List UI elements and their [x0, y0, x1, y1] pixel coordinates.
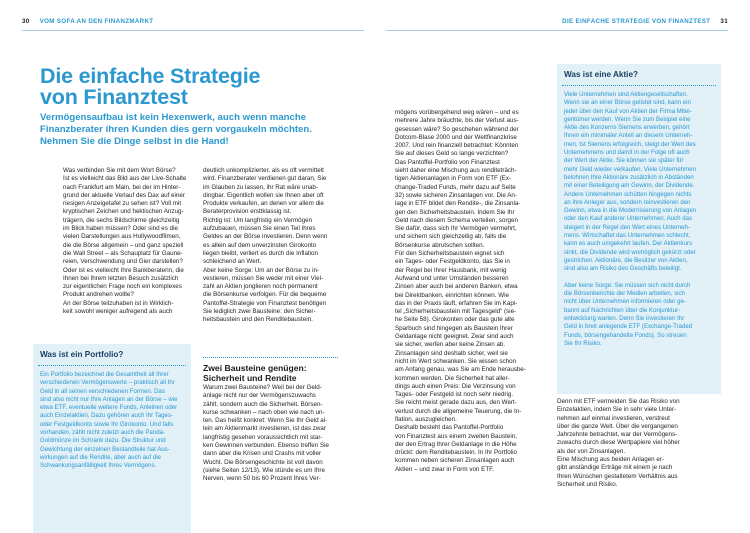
text-line: über die ganze Welt. Über die vergangenen [557, 422, 678, 430]
text-line: Ihnen bei Ihrem letzten Besuch zusätzlich [63, 274, 179, 282]
text-line: Produkt andrehen wollte? [63, 291, 134, 299]
text-line: Einzelaktien, indem Sie in sehr viele Unter- [557, 406, 677, 414]
text-line: zählt, sondern auch die Sicherheit. Börsen- [203, 400, 323, 408]
text-line: Eine Mischung aus beiden Anlagen er- [557, 456, 665, 464]
body-column-1 [63, 167, 186, 316]
text-line: Geld in breit anlegende ETF (Exchange-Traded [564, 323, 693, 331]
text-line: wird. Finanzberater verdienen gut daran, Sie [203, 175, 327, 183]
text-line: zahl an Aktien jonglieren noch permanent [203, 283, 318, 291]
text-line: Richtig ist: Um langfristig ein Vermögen [203, 216, 313, 224]
text-line: kann es auch umgekehrt laufen. Der Aktienkurs [564, 240, 693, 248]
text-line: an ihre Anleger aus, sondern reinvestieren den [564, 198, 691, 206]
text-line: der Wert der Aktie. Sie können sie später für [564, 157, 684, 165]
text-line: 2007. Und rein finanziell betrachtet: Könnten [395, 142, 519, 150]
running-title-right: DIE EINFACHE STRATEGIE VON FINANZTEST [562, 18, 711, 25]
text-line: Schwankungsanfälligkeit Ihres Vermögens. [40, 462, 157, 470]
text-line: Funds, börsengehandelte Fonds). So streuen [564, 331, 687, 339]
lead-paragraph [40, 112, 370, 149]
info-box-aktie [557, 64, 721, 394]
text-line: mit einer Beteiligung am Gewinn, der Dividende. [564, 182, 695, 190]
title-line: von Finanztest [40, 85, 188, 109]
text-line: Aufwand und unter Umständen besseren [395, 274, 509, 282]
text-line: es allein auf dem unverzinsten Girokonto [203, 241, 317, 249]
text-line: Jahrzehnte betrachtet, war der Vermögens- [557, 431, 678, 439]
text-line [564, 274, 696, 282]
text-line: Sie dafür, dass sich Ihr Vermögen vermehrt, [395, 225, 517, 233]
text-line: Geld nach diesem Schema verteilen, sorgen [395, 216, 518, 224]
text-line: vorhanden, zählt nicht zuletzt auch die Panda- [40, 429, 166, 437]
text-line: steigert in der Regel den Wert eines Unterneh- [564, 223, 690, 231]
text-line: Börsenkurse abrutschen sollten. [395, 241, 485, 249]
text-line: die Wall Street – als Schauplatz für Gaune- [63, 249, 183, 257]
text-line: langfristig gesehen voraussichtlich mit star- [203, 433, 323, 441]
text-line: die die Börse allgemein – und ganz speziell [63, 241, 184, 249]
text-line: nehmen auf einmal investieren, verstreut [557, 414, 670, 422]
text-line: Ihnen ein minimaler Anteil an diesem Unterneh- [564, 132, 693, 140]
text-line: mögens vorübergehend weg wären – und es [395, 109, 519, 116]
text-line: der Regel bei Ihrer Hausbank, mit wenig [395, 266, 507, 274]
text-line: Gewichtung der einzelnen Bestandteile hat Aus- [40, 445, 170, 453]
text-line: Das Pantoffel-Portfolio von Finanztest [395, 158, 500, 166]
text-line: Produkte verkaufen, an denen vor allem die [203, 200, 324, 208]
text-line: Ist es vielleicht das Bild aus der Live-Schalte [63, 175, 187, 183]
text-line: als der von Zinsanlagen. [557, 447, 626, 455]
text-line: lein am Aktienmarkt investieren, ist das zwar [203, 425, 326, 433]
text-line: anlage nicht nur der Vermögenszuwachs [203, 392, 316, 400]
text-line: vestieren, müssen Sie weder mit einer Viel- [203, 274, 324, 282]
lead-line: Vermögensaufbau ist kein Hexenwerk, auch wenn manche [40, 112, 307, 123]
text-line: Gewinn, etwa in die Modernisierung von Anlagen [564, 207, 697, 215]
text-line: aufzubauen, müssen Sie einen Teil Ihres [203, 225, 316, 233]
text-line: zuwachs durch diese Wertpapiere viel höher [557, 439, 680, 447]
text-line: grund der aktuelle Verlauf des Dax auf einer [63, 191, 185, 199]
text-line: Denn mit ETF vermeiden Sie das Risiko von [557, 398, 680, 405]
lead-line: Finanzberater ihren Kunden dies gern vorgaukeln möchten. [40, 124, 312, 136]
text-line: Aktie des Konzerns Siemens erwerben, gehört [564, 124, 690, 132]
text-line: ein Tages- oder Festgeldkonto, das Sie in [395, 258, 510, 266]
text-line: entwicklung warten. Denn Sie investieren Ihr [564, 315, 685, 323]
text-line: Unternehmens und damit in der Folge oft auch [564, 149, 690, 157]
text-line: Beraterprovision ersttklassig ist. [203, 208, 292, 216]
text-line: der den Ertrag Ihrer Geldanlage in die Höhe [395, 440, 517, 448]
text-line: liegen bleibt, verliert es durch die Inflation [203, 249, 318, 257]
text-line: Ihren Wünschen gestaltetem Verhältnis aus [557, 472, 678, 480]
text-line: sind also nicht nur Ihre Anlagen an der Börse – wie [40, 395, 178, 403]
running-title-left: VOM SOFA AN DEN FINANZMARKT [39, 18, 154, 25]
running-header-left [22, 18, 153, 25]
text-line: men. Ist Siemens erfolgreich, steigt der Wert des [564, 140, 696, 148]
text-line: am Anfang genau, was Sie am Ende herausbe- [395, 366, 526, 374]
text-line: kommen neben sicheren Zinsanlagen auch [395, 457, 515, 465]
text-line: dingbar. Eigentlich wollen sie Ihnen aber oft [203, 191, 324, 199]
text-line: kryptischen Zeichen und hektischen Anzug- [63, 208, 184, 216]
text-line: dann aber die Krisen und Crashs mit voller [203, 450, 322, 458]
text-line: Aber keine Sorge: Um an der Börse zu in- [203, 266, 320, 274]
text-line: von Finanztest aus einem zweiten Baustein, [395, 432, 517, 440]
subheading-line: Zwei Bausteine genügen: [203, 363, 307, 373]
info-box-body [40, 371, 178, 471]
text-line: Sie reicht meist gerade dazu aus, den Wert- [395, 399, 517, 407]
text-line: nicht über Unternehmen informieren oder ge- [564, 298, 686, 306]
text-line: im Blick haben müssen? Oder sind es die [63, 225, 178, 233]
text-line: etwa ETF, eventuelle weitere Fonds, Anleihen oder [40, 404, 178, 412]
text-line: belohnen Ihre Aktionäre zusätzlich in Abständen [564, 173, 694, 181]
text-line: flation, auszugleichen. [395, 415, 457, 423]
text-line: 32) sowie sicheren Zinsanlagen vor. Die An- [395, 191, 517, 199]
text-line: trägern, die sechs Bildschirme gleichzeitig [63, 216, 180, 224]
text-line: Nerven, wenn 50 bis 60 Prozent Ihres Ver- [203, 475, 321, 483]
text-line: wirkungen auf die Rendite, aber auch auf die [40, 453, 161, 461]
text-line: Andere Unternehmen schütten hingegen nichts [564, 190, 692, 198]
page-number-right: 31 [720, 18, 728, 25]
text-line: Dotcom-Blase 2000 und der Weltfinanzkrise [395, 133, 517, 141]
title-line: Die einfache Strategie [40, 64, 261, 88]
text-line: bei Direktbanken, einrichten können. Wie [395, 291, 509, 299]
text-line: Oder ist es vielleicht Ihre Bankberaterin, die [63, 266, 184, 274]
text-line: Aber keine Sorge: Sie müssen sich nicht durch [564, 281, 691, 289]
text-line: das in der Praxis läuft, erfahren Sie im Kapi- [395, 299, 518, 307]
text-line: gesessen wäre? So geschehen während der [395, 125, 519, 133]
text-line: Warum zwei Bausteine? Weil bei der Geld- [203, 384, 322, 391]
text-line: kurse schwanken – nach oben wie nach un- [203, 408, 325, 416]
text-line: Wucht. Die Börsengeschichte ist voll davon [203, 458, 323, 466]
text-line: nach Frankfurt am Main, bei der im Hinter- [63, 183, 181, 191]
text-line: Sie lediglich zwei Bausteine: den Sicher- [203, 308, 316, 316]
info-box-body [564, 91, 696, 348]
body-column-2 [203, 167, 327, 325]
text-line: ken Gewinnen verbunden. Ebenso treffen Sie [203, 442, 330, 450]
text-line: reien, Verschwendung und Gier darstellen? [63, 258, 183, 266]
info-box-portfolio [33, 344, 191, 533]
text-line: die Börsenberichte der Medien arbeiten, sich [564, 290, 685, 298]
text-line: oder Festgeldkonto sowie Ihr Girokonto. Und falls [40, 420, 174, 428]
text-line: sie sicher, werfen aber keine Zinsen ab. [395, 341, 506, 349]
text-line: und sichern sich gleichzeitig ab, falls die [395, 233, 507, 241]
text-line: sind also am Risiko des Geschäfts beteiligt. [564, 265, 682, 273]
info-box-title: Was ist ein Portfolio? [40, 350, 124, 359]
text-line: riesigen Anzeigetafel zu sehen ist? Voll mit [63, 200, 182, 208]
subheading [203, 357, 338, 383]
body-column-4 [557, 398, 680, 489]
text-line: zur eigentlichen Frage noch ein komplexes [63, 283, 182, 291]
text-line: Geld in all seinen verschiedenen Formen. Das [40, 387, 165, 395]
text-line: Sicherheit und Risiko. [557, 480, 618, 488]
text-line: Für den Sicherheitsbaustein eignet sich [395, 250, 505, 258]
lead-line: Nehmen Sie die Dinge selbst in die Hand! [40, 136, 229, 148]
text-line: gen den Sicherheitsbaustein. Indem Sie Ihr [395, 208, 515, 216]
text-line: sinkt, die Dividende wird womöglich gekürzt oder [564, 248, 696, 256]
text-line: Goldmünze im Schrank dazu. Die Struktur und [40, 437, 166, 445]
text-line: (siehe Seiten 12/13). Wie stünde es um Ihre [203, 466, 325, 474]
text-line: Deshalb besteht das Pantoffel-Portfolio [395, 424, 504, 432]
info-box-title: Was ist eine Aktie? [564, 70, 639, 79]
text-line: im Glauben zu lassen, ihr Rat wäre unab- [203, 183, 318, 191]
text-line: lage in ETF bildet den Rendite-, die Zinsanla- [395, 200, 521, 208]
header-rule-left [22, 30, 364, 31]
text-line: Zinsanlagen sind deshalb sicher, weil sie [395, 349, 508, 357]
text-line: mens. Wirtschaftet das Unternehmen schlecht, [564, 232, 691, 240]
text-line: Sie Ihr Risiko. [564, 339, 602, 347]
text-line: Geldanlage nicht geeignet. Zwar sind auch [395, 333, 514, 341]
text-line: verschiedenen Vermögenswerte – praktisch all Ihr [40, 379, 175, 387]
text-line: Wenn sie an einer Börse gelistet sind, kann ein [564, 99, 691, 107]
text-line: An der Börse teilzuhaben ist in Wirklich- [63, 299, 174, 307]
text-line: sieht daher eine Mischung aus renditeträch- [395, 167, 517, 175]
text-line: keit sowohl weniger aufregend als auch [63, 308, 173, 316]
text-line: ten. Das heißt konkret: Wenn Sie Ihr Geld al- [203, 417, 328, 425]
text-line: auch Einzelaktien. Dazu gehören auch Ihr Tages- [40, 412, 174, 420]
text-line: Zinsen aber auch bei anderen Banken, etwa [395, 283, 518, 291]
text-line: Was verbinden Sie mit dem Wort Börse? [63, 167, 176, 174]
text-line: Sie auf dieses Geld so lange verzichten? [395, 150, 509, 158]
text-line: deutlich unkomplizierter, als es oft vermittelt [203, 167, 324, 174]
text-line: dings auch einen Preis: Die Verzinsung von [395, 382, 516, 390]
body-column-2-continued [203, 384, 329, 484]
text-line: schleichend an Wert. [203, 258, 262, 266]
subheading-line: Sicherheit und Rendite [203, 373, 297, 384]
text-line: he Seite 58). Girokonten oder das gute alte [395, 316, 515, 324]
text-line: kommen werden. Die Sicherheit hat aller- [395, 374, 510, 382]
page-number-left: 30 [22, 18, 30, 25]
text-line: gibt anständige Erträge mit einem je nach [557, 464, 673, 472]
text-line: gestrichen. Aktionäre, die Besitzer von Aktien, [564, 256, 688, 264]
text-line: tigen Aktienanlagen in Form von ETF (Ex- [395, 175, 512, 183]
text-line: vielen Darstellungen aus Hollywoodfilmen, [63, 233, 181, 241]
text-line: Viele Unternehmen sind Aktiengesellschaften. [564, 91, 688, 98]
text-line: Geldes an der Börse investieren. Denn wenn [203, 233, 328, 241]
text-line: Ein Portfolio bezeichnet die Gesamtheit all Ihrer [40, 371, 169, 378]
text-line: tel „Sicherheitsbaustein mit Tagesgeld“ (sie- [395, 308, 517, 316]
chapter-title [40, 66, 340, 108]
text-line: Sparbuch sind hingegen als Baustein Ihrer [395, 324, 513, 332]
text-line: heitsbaustein und den Renditebaustein. [203, 316, 313, 324]
text-line: jeder über den Kauf von Aktien der Firma Mitei- [564, 107, 692, 115]
dotted-divider [38, 365, 186, 366]
text-line: Pantoffel-Strategie von Finanztest benötigen [203, 299, 327, 307]
text-line: mehr Geld wieder verkaufen. Viele Unternehmen [564, 165, 696, 173]
text-line: change-Traded Funds, mehr dazu auf Seite [395, 183, 516, 191]
text-line: oder den Kauf anderer Unternehmen. Auch das [564, 215, 693, 223]
text-line: drückt: dem Renditebaustein. In Ihr Portfolio [395, 449, 517, 457]
body-column-3 [395, 109, 526, 474]
dotted-divider [562, 85, 716, 86]
text-line: bannt auf Nachrichten über die Konjunktur- [564, 306, 681, 314]
text-line: verlust durch die allgemeine Teuerung, die In- [395, 407, 522, 415]
text-line: die Börsenkurse verfolgen. Für die bequeme [203, 291, 327, 299]
text-line: Tages- oder Festgeld ist noch sehr niedrig. [395, 391, 514, 399]
text-line: Aktien – und zwar in Form von ETF. [395, 465, 494, 473]
text-line: mehrere Jahre bräuchte, bis der Verlust aus- [395, 117, 519, 125]
running-header-right [562, 18, 728, 25]
header-rule-right [386, 30, 728, 31]
text-line: gentümer werden. Wenn Sie zum Beispiel eine [564, 115, 691, 123]
text-line: nicht im Wert schwanken. Sie wissen schon [395, 357, 517, 365]
